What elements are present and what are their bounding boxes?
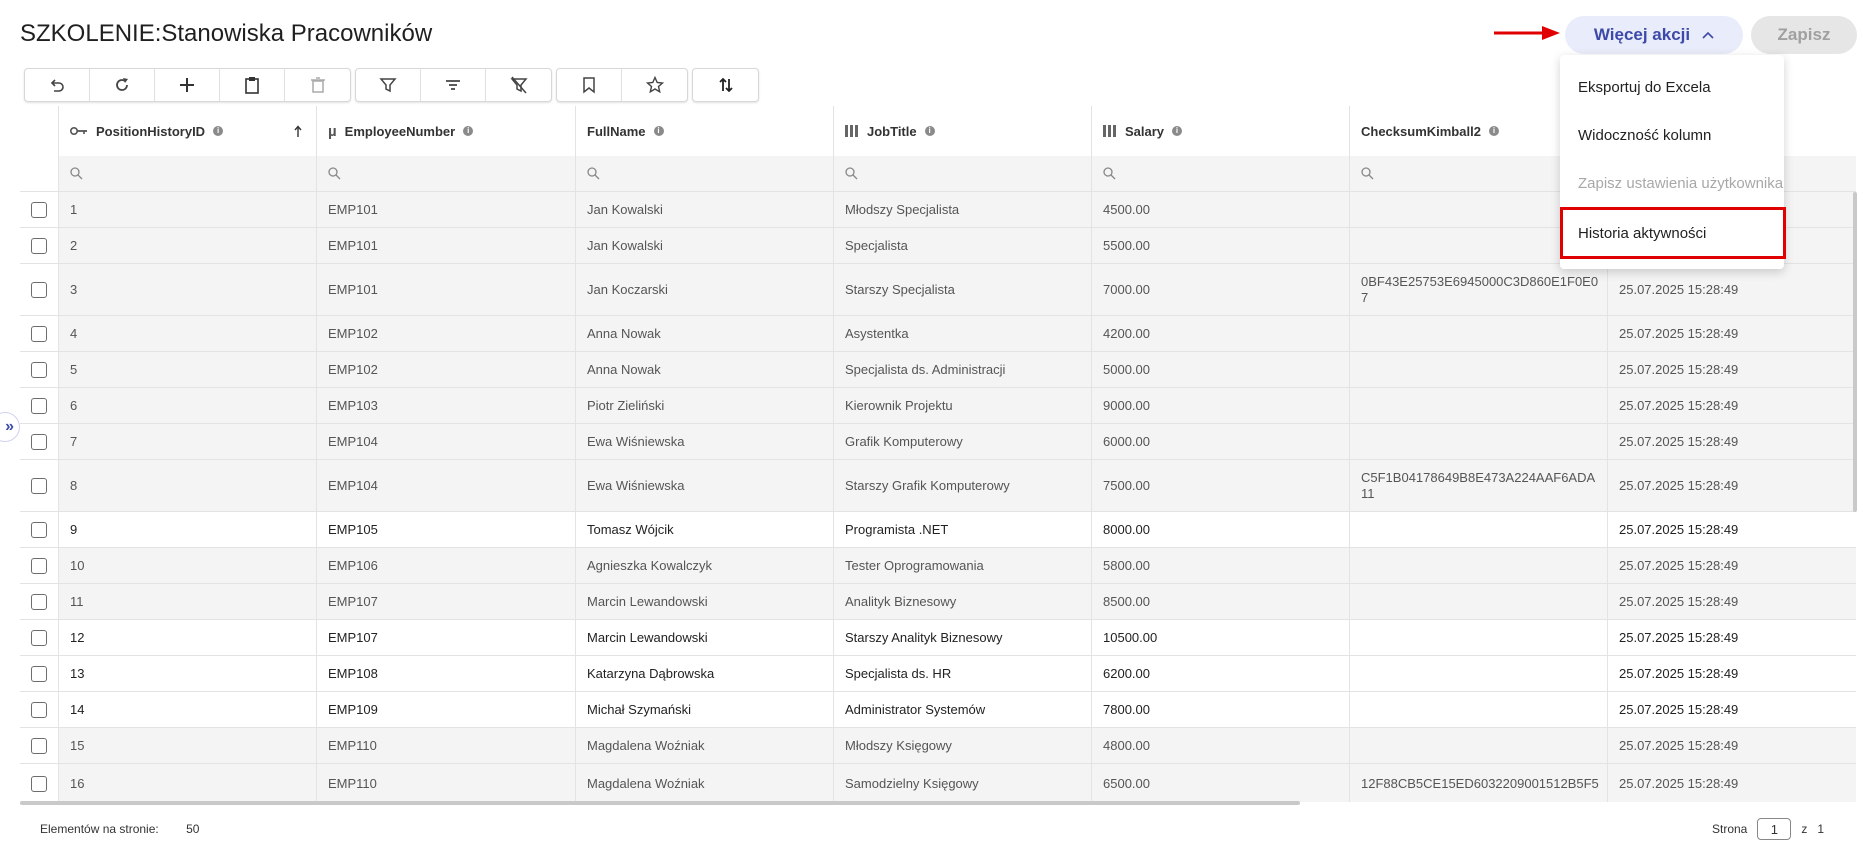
cell-employee-number[interactable]: EMP104 — [316, 424, 575, 459]
filter-input-employeenumber[interactable] — [316, 156, 575, 191]
column-header-salary[interactable] — [1091, 106, 1349, 156]
page-size-value[interactable]: 50 — [186, 822, 200, 836]
cell-full-name[interactable]: Jan Kowalski — [575, 228, 833, 263]
undo-button[interactable] — [25, 69, 90, 101]
cell-checksum[interactable]: 12F88CB5CE15ED6032209001512B5F5 — [1349, 764, 1607, 802]
cell-employee-number[interactable]: EMP103 — [316, 388, 575, 423]
filter-lines-button[interactable] — [421, 69, 486, 101]
cell-job-title[interactable]: Specjalista ds. Administracji — [833, 352, 1091, 387]
of-label: z — [1801, 822, 1808, 836]
cell-salary[interactable]: 4800.00 — [1091, 728, 1349, 763]
row-checkbox-cell — [20, 228, 58, 263]
cell-salary[interactable]: 8000.00 — [1091, 512, 1349, 547]
cell-job-title[interactable]: Grafik Komputerowy — [833, 424, 1091, 459]
toolbar-group-edit — [24, 68, 351, 102]
mu-icon: µ — [328, 122, 337, 140]
undo-icon — [48, 76, 66, 94]
cell-id[interactable]: 1 — [58, 192, 316, 227]
table-row[interactable] — [20, 388, 1856, 424]
cell-full-name[interactable]: Jan Kowalski — [575, 192, 833, 227]
cell-job-title[interactable]: Starszy Grafik Komputerowy — [833, 460, 1091, 511]
cell-job-title[interactable]: Tester Oprogramowania — [833, 548, 1091, 583]
cell-date[interactable]: 25.07.2025 15:28:49 — [1607, 764, 1856, 802]
cell-employee-number[interactable]: EMP106 — [316, 548, 575, 583]
cell-job-title[interactable]: Analityk Biznesowy — [833, 584, 1091, 619]
column-label: PositionHistoryID — [96, 123, 206, 139]
cell-full-name[interactable]: Katarzyna Dąbrowska — [575, 656, 833, 691]
table-row[interactable] — [20, 316, 1856, 352]
cell-date[interactable]: 25.07.2025 15:28:49 — [1607, 584, 1856, 619]
cell-employee-number[interactable]: EMP110 — [316, 728, 575, 763]
table-row[interactable] — [20, 512, 1856, 548]
cell-id[interactable]: 10 — [58, 548, 316, 583]
row-checkbox[interactable] — [31, 558, 47, 574]
cell-checksum[interactable] — [1349, 548, 1607, 583]
info-icon[interactable]: i — [463, 126, 473, 136]
star-button[interactable] — [622, 69, 687, 101]
row-checkbox[interactable] — [31, 594, 47, 610]
table-row[interactable] — [20, 728, 1856, 764]
cell-full-name[interactable]: Ewa Wiśniewska — [575, 424, 833, 459]
cell-date[interactable]: 25.07.2025 15:28:49 — [1607, 352, 1856, 387]
more-actions-label: Więcej akcji — [1593, 25, 1691, 44]
cell-salary[interactable]: 5000.00 — [1091, 352, 1349, 387]
table-row[interactable] — [20, 620, 1856, 656]
row-checkbox[interactable] — [31, 202, 47, 218]
cell-checksum[interactable] — [1349, 692, 1607, 727]
cell-id[interactable]: 6 — [58, 388, 316, 423]
info-icon[interactable]: i — [213, 126, 223, 136]
filter-input-salary[interactable] — [1091, 156, 1349, 191]
columns-icon — [1103, 125, 1117, 137]
cell-full-name[interactable]: Ewa Wiśniewska — [575, 460, 833, 511]
menu-item-export-excel[interactable]: Eksportuj do Excela — [1578, 78, 1711, 96]
cell-employee-number[interactable]: EMP107 — [316, 620, 575, 655]
cell-date[interactable]: 25.07.2025 15:28:49 — [1607, 388, 1856, 423]
row-checkbox[interactable] — [31, 666, 47, 682]
add-button[interactable] — [155, 69, 220, 101]
cell-date[interactable]: 25.07.2025 15:28:49 — [1607, 512, 1856, 547]
more-actions-menu — [1560, 55, 1784, 269]
columns-icon — [845, 125, 859, 137]
info-icon[interactable]: i — [1489, 126, 1499, 136]
cell-full-name[interactable]: Magdalena Woźniak — [575, 764, 833, 802]
cell-salary[interactable]: 5800.00 — [1091, 548, 1349, 583]
cell-salary[interactable]: 5500.00 — [1091, 228, 1349, 263]
row-checkbox-cell — [20, 512, 58, 547]
table-row[interactable] — [20, 264, 1856, 316]
row-checkbox[interactable] — [31, 238, 47, 254]
page-size-label: Elementów na stronie: — [40, 822, 159, 836]
cell-job-title[interactable]: Młodszy Specjalista — [833, 192, 1091, 227]
info-icon[interactable]: i — [925, 126, 935, 136]
table-row[interactable] — [20, 764, 1856, 802]
cell-date[interactable]: 25.07.2025 15:28:49 — [1607, 548, 1856, 583]
cell-job-title[interactable]: Kierownik Projektu — [833, 388, 1091, 423]
cell-full-name[interactable]: Agnieszka Kowalczyk — [575, 548, 833, 583]
column-label: FullName — [587, 123, 646, 139]
cell-date[interactable]: 25.07.2025 15:28:49 — [1607, 692, 1856, 727]
row-checkbox[interactable] — [31, 398, 47, 414]
cell-full-name[interactable]: Piotr Zieliński — [575, 388, 833, 423]
cell-id[interactable]: 12 — [58, 620, 316, 655]
row-checkbox[interactable] — [31, 776, 47, 792]
filter-checkbox-cell — [20, 156, 58, 191]
row-checkbox-cell — [20, 388, 58, 423]
column-label: EmployeeNumber — [344, 123, 456, 139]
cell-id[interactable]: 15 — [58, 728, 316, 763]
row-checkbox[interactable] — [31, 630, 47, 646]
cell-checksum[interactable]: C5F1B04178649B8E473A224AAF6ADA11 — [1349, 460, 1607, 511]
row-checkbox-cell — [20, 584, 58, 619]
cell-full-name[interactable]: Michał Szymański — [575, 692, 833, 727]
cell-job-title[interactable]: Starszy Analityk Biznesowy — [833, 620, 1091, 655]
cell-full-name[interactable]: Anna Nowak — [575, 316, 833, 351]
cell-salary[interactable]: 4200.00 — [1091, 316, 1349, 351]
vertical-scrollbar[interactable] — [1853, 192, 1857, 512]
cell-employee-number[interactable]: EMP102 — [316, 352, 575, 387]
column-label: Salary — [1125, 123, 1165, 139]
cell-employee-number[interactable]: EMP107 — [316, 584, 575, 619]
cell-salary[interactable]: 6500.00 — [1091, 764, 1349, 802]
cell-job-title[interactable]: Starszy Specjalista — [833, 264, 1091, 315]
menu-item-activity-history[interactable]: Historia aktywności — [1560, 207, 1786, 259]
cell-checksum[interactable] — [1349, 656, 1607, 691]
delete-button[interactable] — [285, 69, 350, 101]
cell-job-title[interactable]: Administrator Systemów — [833, 692, 1091, 727]
toolbar-group-sort — [692, 68, 759, 102]
key-icon — [70, 126, 88, 136]
cell-id[interactable]: 11 — [58, 584, 316, 619]
pagination — [1712, 818, 1824, 840]
cell-date[interactable]: 25.07.2025 15:28:49 — [1607, 728, 1856, 763]
cell-id[interactable]: 3 — [58, 264, 316, 315]
row-checkbox-cell — [20, 264, 58, 315]
row-checkbox[interactable] — [31, 738, 47, 754]
refresh-button[interactable] — [90, 69, 155, 101]
cell-salary[interactable]: 6000.00 — [1091, 424, 1349, 459]
cell-job-title[interactable]: Samodzielny Księgowy — [833, 764, 1091, 802]
cell-id[interactable]: 8 — [58, 460, 316, 511]
page-title: SZKOLENIE:Stanowiska Pracowników — [20, 20, 433, 47]
row-checkbox[interactable] — [31, 282, 47, 298]
cell-id[interactable]: 5 — [58, 352, 316, 387]
cell-id[interactable]: 2 — [58, 228, 316, 263]
clear-filter-icon — [510, 76, 528, 94]
star-icon — [646, 76, 664, 94]
search-icon — [70, 167, 83, 180]
chevron-up-icon — [1702, 31, 1714, 39]
sort-icon — [717, 76, 735, 94]
cell-date[interactable]: 25.07.2025 15:28:49 — [1607, 424, 1856, 459]
refresh-icon — [113, 76, 131, 94]
search-icon — [845, 167, 858, 180]
expand-sidebar-button[interactable]: » — [0, 412, 20, 442]
cell-employee-number[interactable]: EMP102 — [316, 316, 575, 351]
search-icon — [587, 167, 600, 180]
cell-full-name[interactable]: Marcin Lewandowski — [575, 584, 833, 619]
sort-ascending-icon[interactable] — [294, 125, 302, 137]
table-row[interactable] — [20, 584, 1856, 620]
cell-checksum[interactable] — [1349, 728, 1607, 763]
filter-lines-icon — [444, 76, 462, 94]
cell-checksum[interactable] — [1349, 584, 1607, 619]
cell-job-title[interactable]: Programista .NET — [833, 512, 1091, 547]
header-checkbox-cell — [20, 106, 58, 156]
cell-employee-number[interactable]: EMP110 — [316, 764, 575, 802]
menu-item-column-visibility[interactable]: Widoczność kolumn — [1578, 126, 1712, 144]
horizontal-scrollbar[interactable] — [20, 801, 1300, 805]
cell-employee-number[interactable]: EMP108 — [316, 656, 575, 691]
search-icon — [1361, 167, 1374, 180]
cell-job-title[interactable]: Specjalista ds. HR — [833, 656, 1091, 691]
cell-checksum[interactable] — [1349, 388, 1607, 423]
row-checkbox-cell — [20, 352, 58, 387]
cell-salary[interactable]: 4500.00 — [1091, 192, 1349, 227]
column-header-positionhistoryid[interactable] — [58, 106, 316, 156]
column-label: ChecksumKimball2 — [1361, 123, 1481, 139]
add-icon — [178, 76, 196, 94]
cell-date[interactable]: 25.07.2025 15:28:49 — [1607, 460, 1856, 511]
table-body — [20, 192, 1856, 802]
row-checkbox-cell — [20, 728, 58, 763]
cell-checksum[interactable]: 0BF43E25753E6945000C3D860E1F0E07 — [1349, 264, 1607, 315]
page-size-control — [40, 822, 223, 836]
search-icon — [328, 167, 341, 180]
cell-id[interactable]: 7 — [58, 424, 316, 459]
filter-input-fullname[interactable] — [575, 156, 833, 191]
page-label: Strona — [1712, 822, 1748, 836]
delete-icon — [309, 76, 327, 94]
row-checkbox-cell — [20, 764, 58, 802]
cell-id[interactable]: 13 — [58, 656, 316, 691]
cell-date[interactable]: 25.07.2025 15:28:49 — [1607, 620, 1856, 655]
filter-input-jobtitle[interactable] — [833, 156, 1091, 191]
cell-full-name[interactable]: Magdalena Woźniak — [575, 728, 833, 763]
cell-employee-number[interactable]: EMP101 — [316, 192, 575, 227]
cell-salary[interactable]: 7800.00 — [1091, 692, 1349, 727]
cell-job-title[interactable]: Młodszy Księgowy — [833, 728, 1091, 763]
info-icon[interactable]: i — [1172, 126, 1182, 136]
cell-salary[interactable]: 9000.00 — [1091, 388, 1349, 423]
more-actions-button[interactable] — [1565, 16, 1743, 54]
cell-checksum[interactable] — [1349, 424, 1607, 459]
cell-employee-number[interactable]: EMP104 — [316, 460, 575, 511]
cell-checksum[interactable] — [1349, 620, 1607, 655]
cell-id[interactable]: 16 — [58, 764, 316, 802]
row-checkbox-cell — [20, 192, 58, 227]
filter-icon — [379, 76, 397, 94]
row-checkbox[interactable] — [31, 434, 47, 450]
sort-button[interactable] — [693, 69, 758, 101]
cell-salary[interactable]: 6200.00 — [1091, 656, 1349, 691]
cell-job-title[interactable]: Specjalista — [833, 228, 1091, 263]
total-pages: 1 — [1817, 822, 1825, 836]
cell-id[interactable]: 4 — [58, 316, 316, 351]
page-number-input[interactable]: 1 — [1757, 818, 1791, 840]
cell-id[interactable]: 14 — [58, 692, 316, 727]
cell-salary[interactable]: 7000.00 — [1091, 264, 1349, 315]
cell-full-name[interactable]: Marcin Lewandowski — [575, 620, 833, 655]
cell-date[interactable]: 25.07.2025 15:28:49 — [1607, 316, 1856, 351]
row-checkbox-cell — [20, 316, 58, 351]
toolbar — [24, 68, 763, 102]
cell-salary[interactable]: 7500.00 — [1091, 460, 1349, 511]
filter-input-positionhistoryid[interactable] — [58, 156, 316, 191]
cell-employee-number[interactable]: EMP105 — [316, 512, 575, 547]
cell-checksum[interactable] — [1349, 512, 1607, 547]
bookmark-button[interactable] — [557, 69, 622, 101]
info-icon[interactable]: i — [654, 126, 664, 136]
row-checkbox[interactable] — [31, 362, 47, 378]
row-checkbox[interactable] — [31, 326, 47, 342]
cell-full-name[interactable]: Anna Nowak — [575, 352, 833, 387]
row-checkbox[interactable] — [31, 478, 47, 494]
toolbar-group-favorites — [556, 68, 688, 102]
cell-salary[interactable]: 8500.00 — [1091, 584, 1349, 619]
cell-date[interactable]: 25.07.2025 15:28:49 — [1607, 264, 1856, 315]
row-checkbox-cell — [20, 424, 58, 459]
paste-button[interactable] — [220, 69, 285, 101]
column-header-employeenumber[interactable] — [316, 106, 575, 156]
column-header-jobtitle[interactable] — [833, 106, 1091, 156]
filter-button[interactable] — [356, 69, 421, 101]
clear-filter-button[interactable] — [486, 69, 551, 101]
row-checkbox-cell — [20, 460, 58, 511]
cell-checksum[interactable] — [1349, 316, 1607, 351]
cell-full-name[interactable]: Tomasz Wójcik — [575, 512, 833, 547]
search-icon — [1103, 167, 1116, 180]
cell-date[interactable]: 25.07.2025 15:28:49 — [1607, 656, 1856, 691]
row-checkbox-cell — [20, 620, 58, 655]
red-arrow-annotation — [1494, 26, 1560, 40]
bookmark-icon — [580, 76, 598, 94]
row-checkbox-cell — [20, 548, 58, 583]
cell-job-title[interactable]: Asystentka — [833, 316, 1091, 351]
toolbar-group-filter — [355, 68, 552, 102]
table-row[interactable] — [20, 460, 1856, 512]
table-row[interactable] — [20, 656, 1856, 692]
table-row[interactable] — [20, 352, 1856, 388]
cell-employee-number[interactable]: EMP101 — [316, 264, 575, 315]
cell-employee-number[interactable]: EMP109 — [316, 692, 575, 727]
cell-checksum[interactable] — [1349, 352, 1607, 387]
save-button[interactable]: Zapisz — [1751, 16, 1857, 54]
column-header-fullname[interactable] — [575, 106, 833, 156]
table-row[interactable] — [20, 692, 1856, 728]
cell-salary[interactable]: 10500.00 — [1091, 620, 1349, 655]
cell-id[interactable]: 9 — [58, 512, 316, 547]
table-row[interactable] — [20, 548, 1856, 584]
cell-employee-number[interactable]: EMP101 — [316, 228, 575, 263]
cell-full-name[interactable]: Jan Koczarski — [575, 264, 833, 315]
menu-item-save-user-settings: Zapisz ustawienia użytkownika — [1578, 174, 1784, 192]
row-checkbox[interactable] — [31, 522, 47, 538]
row-checkbox-cell — [20, 656, 58, 691]
column-label: JobTitle — [867, 123, 917, 139]
row-checkbox[interactable] — [31, 702, 47, 718]
table-row[interactable] — [20, 424, 1856, 460]
row-checkbox-cell — [20, 692, 58, 727]
clipboard-icon — [243, 76, 261, 94]
